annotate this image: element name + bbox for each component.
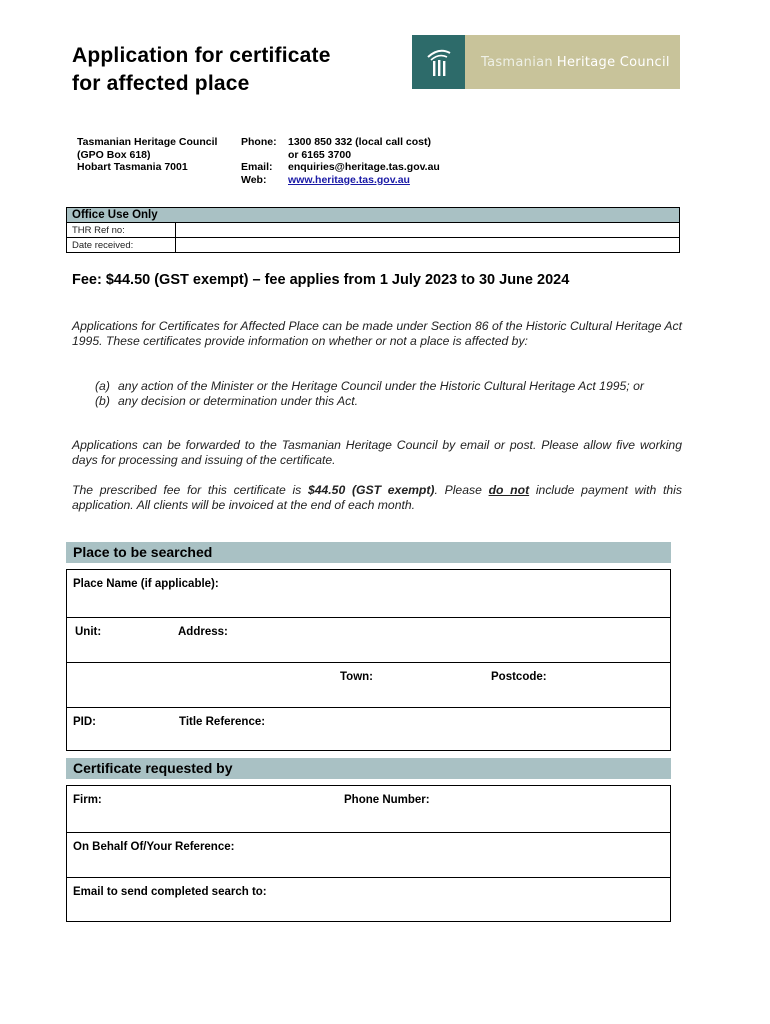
address-line: Tasmanian Heritage Council [77,136,218,148]
firm-label: Firm: [73,794,102,806]
phone-label: Phone: [241,136,277,148]
office-use-heading: Office Use Only [67,208,680,223]
email-row[interactable] [67,877,670,921]
requester-form [66,785,671,922]
email-search-label: Email to send completed search to: [73,886,267,898]
fee-heading: Fee: $44.50 (GST exempt) – fee applies from 1 July 2023 to 30 June 2024 [72,272,570,288]
thr-ref-field[interactable] [176,223,680,238]
town-postcode-row[interactable] [67,662,670,707]
pid-title-row[interactable] [67,707,670,750]
address-line: Hobart Tasmania 7001 [77,161,188,173]
intro-paragraph: Applications for Certificates for Affected Place can be made under Section 86 of the Historic Cultural Heritage Act 1995. These certificates provide information on whether or not a place is affected by: [72,319,682,348]
title-line-1: Application for certificate [72,44,331,67]
place-name-label: Place Name (if applicable): [73,578,219,590]
website-link[interactable]: www.heritage.tas.gov.au [288,173,410,186]
blank-label [241,149,277,162]
requester-section-heading: Certificate requested by [66,758,671,779]
address-line: (GPO Box 618) [77,148,151,161]
title-line-2: for affected place [72,72,250,95]
contact-values [288,136,440,186]
email-value: enquiries@heritage.tas.gov.au [288,161,440,173]
phone-alt-value: or 6165 3700 [288,148,352,161]
logo-wordmark: Tasmanian Heritage Council [481,54,670,70]
postcode-label: Postcode: [491,671,547,683]
address-label: Address: [178,626,228,638]
place-name-row[interactable] [67,570,670,617]
list-item: (a) any action of the Minister or the Heritage Council under the Historic Cultural Heritage Act 1995; or [95,379,644,393]
affected-list [95,379,683,409]
unit-label: Unit: [75,626,102,638]
firm-phone-row[interactable] [67,786,670,832]
fee-paragraph: The prescribed fee for this certificate is $44.50 (GST exempt). Please do not include payment with this application. All clients will be invoiced at the end of each month. [72,483,682,512]
contact-labels [241,136,277,186]
web-label: Web: [241,173,267,186]
date-received-field[interactable] [176,238,680,253]
phone-value: 1300 850 332 (local call cost) [288,136,432,148]
town-label: Town: [340,671,373,683]
list-item: (b) any decision or determination under this Act. [95,394,359,408]
place-form [66,569,671,751]
email-label: Email: [241,161,273,173]
behalf-row[interactable] [67,832,670,877]
place-section-heading: Place to be searched [66,542,671,563]
thr-ref-label: THR Ref no: [67,223,176,238]
contact-address [77,136,217,174]
phone-number-label: Phone Number: [344,794,430,806]
date-received-label: Date received: [67,238,176,253]
fee-amount: $44.50 (GST exempt) [307,483,435,497]
heritage-council-logo [412,35,680,89]
title-reference-label: Title Reference: [179,716,266,728]
unit-address-row[interactable] [67,617,670,662]
column-emblem-icon [412,35,465,89]
forwarding-paragraph: Applications can be forwarded to the Tasmanian Heritage Council by email or post. Please allow five working days for processing and issuing of the certificate. [72,438,682,467]
behalf-label: On Behalf Of/Your Reference: [73,841,235,853]
do-not-emphasis: do not [488,483,530,497]
page-title [72,42,331,98]
office-use-table [66,207,680,253]
pid-label: PID: [73,716,96,728]
